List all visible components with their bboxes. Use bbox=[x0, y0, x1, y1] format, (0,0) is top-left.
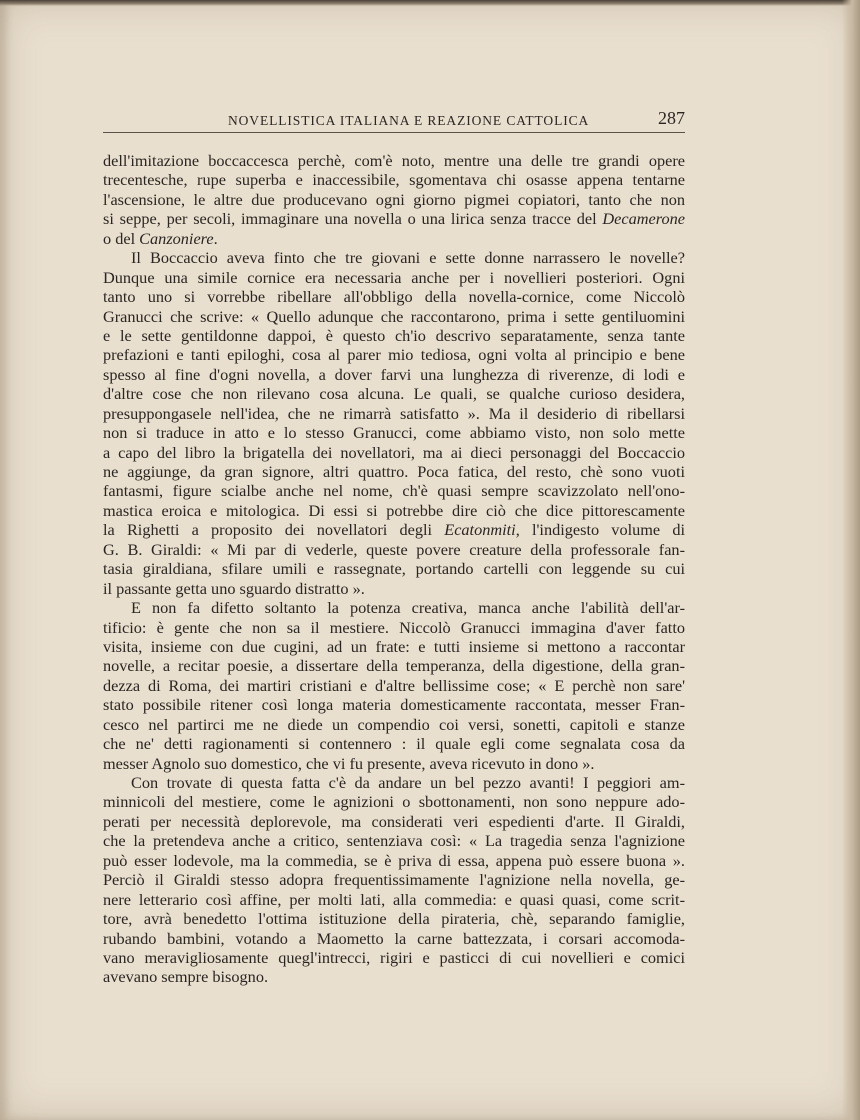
text-line: rubando bambini, votando a Maometto la carne battezzata, i corsari accomoda- bbox=[103, 928, 685, 948]
text-line: l'ascensione, le altre due producevano ogni giorno pigmei copiatori, tanto che non bbox=[103, 189, 685, 209]
text-line: tanto uno si vorrebbe ribellare all'obbligo della novella-cornice, come Niccolò bbox=[103, 287, 685, 307]
text-line: cesco nel partirci me ne diede un compendio coi versi, sonetti, capitoli e stanze bbox=[103, 714, 685, 734]
text-line: nere letterario così affine, per molti lati, alla commedia: e quasi quasi, come scrit- bbox=[103, 889, 685, 909]
text-line: G. B. Giraldi: « Mi par di vederle, queste povere creature della professorale fan- bbox=[103, 539, 685, 559]
text-line: Con trovate di questa fatta c'è da andare un bel pezzo avanti! I peggiori am- bbox=[131, 773, 685, 792]
text-line: presuppongasele nell'idea, che ne rimarrà satisfatto ». Ma il desiderio di ribellarsi bbox=[103, 403, 685, 423]
text-line: Perciò il Giraldi stesso adopra frequentissimamente l'agnizione nella novella, ge- bbox=[103, 870, 685, 890]
text-line: messer Agnolo suo domestico, che vi fu presente, aveva ricevuto in dono ». bbox=[103, 753, 595, 773]
book-title-canzoniere: Canzoniere bbox=[139, 228, 214, 248]
text-line: dezza di Roma, dei martiri cristiani e d'altre bellissime cose; « E perchè non sare' bbox=[103, 675, 685, 695]
book-title-ecatonmiti: Ecatonmiti bbox=[444, 520, 516, 540]
text-line: vano meravigliosamente quegl'intrecci, rigiri e pasticci di cui novellieri e comici bbox=[103, 947, 685, 967]
text-line: stato possibile ritener così longa materia domesticamente raccontata, messer Fran- bbox=[103, 695, 685, 715]
text-line: a capo del libro la brigatella dei novellatori, ma ai dieci personaggi del Boccaccio bbox=[103, 442, 685, 462]
text-run: , l'indigesto volume di bbox=[515, 520, 685, 540]
text-run: si seppe, per secoli, immaginare una novella o una lirica senza tracce del bbox=[103, 209, 603, 229]
text-line: non si traduce in atto e lo stesso Granucci, come abbiamo visto, non solo mette bbox=[103, 423, 685, 443]
text-line: novelle, a recitar poesie, a dissertare della temperanza, della digestione, della gran- bbox=[103, 656, 685, 676]
text-line: fantasmi, figure scialbe anche nel nome, ch'è quasi sempre scavizzolato nell'ono- bbox=[103, 481, 685, 501]
text-line: spesso al fine d'ogni novella, a dover farvi una lunghezza di riverenze, di lodi e bbox=[103, 364, 685, 384]
running-title: NOVELLISTICA ITALIANA E REAZIONE CATTOLICA bbox=[228, 113, 590, 128]
text-line: Il Boccaccio aveva finto che tre giovani e sette donne narrassero le novelle? bbox=[131, 248, 685, 268]
text-line: d'altre cose che non rilevano cosa alcuna. Le quali, se qualche curioso desidera, bbox=[103, 384, 685, 404]
running-header bbox=[103, 108, 685, 133]
text-line: che ne' detti ragionamenti si contennero : il quale egli come segnalata cosa da bbox=[103, 734, 685, 754]
text-line: visita, insieme con due cugini, ad un frate: e tutti insieme si mettono a raccontar bbox=[103, 636, 685, 656]
text-line: prefazioni e tanti epiloghi, cosa al parer mio tediosa, ogni volta al principio e bene bbox=[103, 345, 685, 365]
text-line bbox=[103, 229, 685, 248]
text-run: . bbox=[213, 228, 218, 248]
text-line: tificio: è gente che non sa il mestiere. Niccolò Granucci immagina d'aver fatto bbox=[103, 617, 685, 637]
text-line: trecentesche, rupe superba e inaccessibile, sgomentava chi osasse appena tentarne bbox=[103, 170, 685, 190]
text-line: tore, avrà benedetto l'ottima istituzione della pirateria, chè, separando famiglie, bbox=[103, 909, 685, 929]
text-line: E non fa difetto soltanto la potenza creativa, manca anche l'abilità dell'ar- bbox=[131, 598, 685, 618]
text-line: tasia giraldiana, sfilare umili e rassegnate, portando cartelli con leggende su cui bbox=[103, 559, 685, 579]
text-line bbox=[103, 520, 685, 539]
text-line bbox=[103, 209, 685, 228]
body-text bbox=[103, 151, 685, 987]
text-line: minnicoli del mestiere, come le agnizioni o sbottonamenti, non sono neppure ado- bbox=[103, 792, 685, 812]
text-line: avevano sempre bisogno. bbox=[103, 967, 269, 987]
text-line: Dunque una simile cornice era necessaria anche per i novellieri posteriori. Ogni bbox=[103, 267, 685, 287]
text-line: Granucci che scrive: « Quello adunque che raccontarono, prima i sette gentiluomini bbox=[103, 306, 685, 326]
book-title-decamerone: Decamerone bbox=[602, 209, 685, 229]
text-line: ne aggiunge, da gran signore, altri quattro. Poca fatica, del resto, chè sono vuoti bbox=[103, 462, 685, 481]
text-line: che la pretendeva anche a critico, sentenziava così: « La tragedia senza l'agnizione bbox=[103, 831, 685, 851]
page-number: 287 bbox=[658, 108, 685, 128]
text-line: può esser lodevole, ma la commedia, se è priva di essa, appena può essere buona ». bbox=[103, 850, 685, 870]
text-run: la Righetti a proposito dei novellatori degli bbox=[103, 520, 445, 540]
text-line: il passante getta uno sguardo distratto ». bbox=[103, 578, 365, 598]
text-run: o del bbox=[103, 228, 140, 248]
text-line: mastica eroica e mitologica. Di essi si potrebbe dire ciò che dice pittorescamente bbox=[103, 500, 685, 520]
text-line: perati per necessità deplorevole, ma considerati veri espedienti d'arte. Il Giraldi, bbox=[103, 811, 685, 831]
text-line: dell'imitazione boccaccesca perchè, com'è noto, mentre una delle tre grandi opere bbox=[103, 151, 685, 170]
text-line: e le sette gentildonne dappoi, è questo ch'io descrivo separatamente, senza tante bbox=[103, 325, 685, 345]
